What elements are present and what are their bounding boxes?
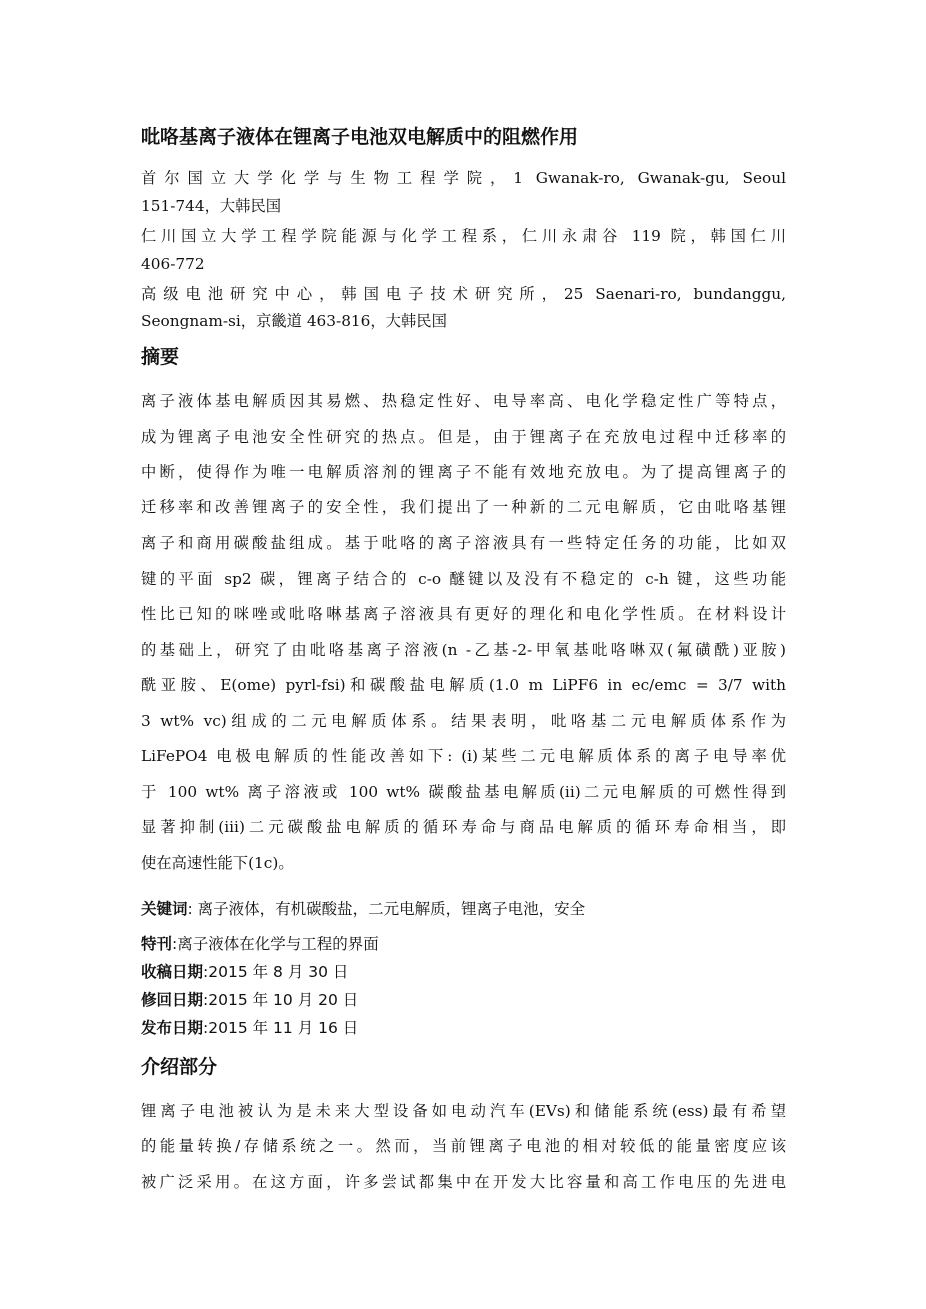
keywords-label: 关键词 [141,900,188,918]
received-date-value: :2015 年 8 月 30 日 [203,963,349,981]
abstract-line: 使在高速性能下(1c)。 [141,854,294,872]
abstract-line: LiFePO4 电极电解质的性能改善如下: (i)某些二元电解质体系的离子电导率优 [141,747,786,765]
affiliation-2-line-2: 406-772 [141,255,205,273]
abstract-line: 显著抑制(iii)二元碳酸盐电解质的循环寿命与商品电解质的循环寿命相当，即 [141,818,786,836]
abstract-line: 离子和商用碳酸盐组成。基于吡咯的离子溶液具有一些特定任务的功能，比如双 [141,534,786,552]
introduction-line: 锂离子电池被认为是未来大型设备如电动汽车(EVs)和储能系统(ess)最有希望 [141,1102,786,1120]
affiliation-3-line-1: 高级电池研究中心，韩国电子技术研究所，25 Saenari-ro, bundanggu, [141,285,786,303]
abstract-line: 于 100 wt% 离子溶液或 100 wt% 碳酸盐基电解质(ii)二元电解质的可燃性得到 [141,783,786,801]
revised-date [141,987,358,1013]
published-date-label: 发布日期 [141,1019,204,1037]
abstract-heading: 摘要 [141,346,180,368]
affiliation-3-line-2: Seongnam-si，京畿道 463-816，大韩民国 [141,312,447,330]
abstract-line: 迁移率和改善锂离子的安全性，我们提出了一种新的二元电解质，它由吡咯基锂 [141,498,786,516]
special-issue [141,931,379,957]
keywords-value: : 离子液体，有机碳酸盐，二元电解质，锂离子电池，安全 [187,900,586,918]
abstract-line: 的基础上，研究了由吡咯基离子溶液(n -乙基-2-甲氧基吡咯啉双(氟磺酰)亚胺) [141,641,786,659]
abstract-line: 性比已知的咪唑或吡咯啉基离子溶液具有更好的理化和电化学性质。在材料设计 [141,605,786,623]
abstract-line: 3 wt% vc)组成的二元电解质体系。结果表明，吡咯基二元电解质体系作为 [141,712,786,730]
introduction-line: 被广泛采用。在这方面，许多尝试都集中在开发大比容量和高工作电压的先进电 [141,1173,786,1191]
abstract-line: 键的平面 sp2 碳，锂离子结合的 c-o 醚键以及没有不稳定的 c-h 键，这些功能 [141,570,786,588]
affiliation-2-line-1: 仁川国立大学工程学院能源与化学工程系，仁川永肃谷 119 院，韩国仁川 [141,227,786,245]
abstract-line: 成为锂离子电池安全性研究的热点。但是，由于锂离子在充放电过程中迁移率的 [141,428,786,446]
abstract-line: 离子液体基电解质因其易燃、热稳定性好、电导率高、电化学稳定性广等特点， [141,392,786,410]
abstract-line: 中断，使得作为唯一电解质溶剂的锂离子不能有效地充放电。为了提高锂离子的 [141,463,786,481]
paper-title: 吡咯基离子液体在锂离子电池双电解质中的阻燃作用 [141,126,579,148]
keywords [141,896,585,922]
revised-date-value: :2015 年 10 月 20 日 [203,991,359,1009]
published-date [141,1015,358,1041]
published-date-value: :2015 年 11 月 16 日 [203,1019,359,1037]
received-date-label: 收稿日期 [141,963,204,981]
affiliation-1-line-1: 首尔国立大学化学与生物工程学院，1 Gwanak-ro, Gwanak-gu, Seoul [141,169,786,187]
special-issue-label: 特刊 [141,935,173,953]
affiliation-1-line-2: 151-744，大韩民国 [141,197,282,215]
received-date [141,959,348,985]
abstract-line: 酰亚胺、E(ome) pyrl-fsi)和碳酸盐电解质(1.0 m LiPF6 in ec/emc = 3/7 with [141,676,786,694]
introduction-heading: 介绍部分 [141,1056,218,1078]
revised-date-label: 修回日期 [141,991,204,1009]
introduction-line: 的能量转换/存储系统之一。然而，当前锂离子电池的相对较低的能量密度应该 [141,1137,786,1155]
special-issue-value: :离子液体在化学与工程的界面 [172,935,379,953]
